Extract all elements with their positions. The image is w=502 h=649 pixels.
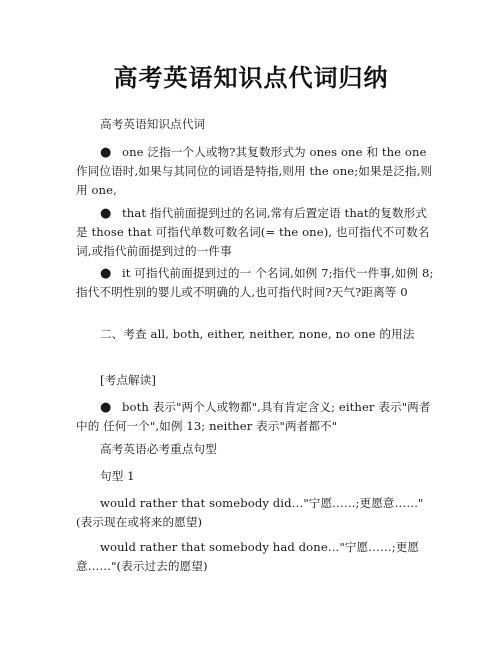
paragraph-bullet-that — [76, 204, 436, 261]
document-title: 高考英语知识点代词归纳 — [113, 64, 389, 92]
paragraph-sentence-patterns — [76, 440, 436, 459]
bullet-icon: ● — [100, 266, 112, 281]
paragraph-text: would rather that somebody had done…"宁愿……;更愿意……"(表示过去的愿望) — [76, 540, 420, 573]
paragraph-bullet-one — [76, 143, 436, 200]
bullet-icon: ● — [100, 400, 112, 415]
paragraph-section-two — [76, 325, 436, 344]
paragraph-key-points — [76, 371, 436, 390]
paragraph-text: 二、考查 all, both, either, neither, none, no one 的用法 — [100, 327, 415, 341]
paragraph-text: both 表示"两个人或物都",具有肯定含义; either 表示"两者中的 任何一个",如例 13; neither 表示"两者都不" — [76, 400, 431, 433]
paragraph-text: one 泛指一个人或物?其复数形式为 ones one 和 the one 作同位语时,如果与其同位的词语是特指,则用 the one;如果是泛指,则用 one, — [76, 145, 433, 197]
paragraph-text: 高考英语必考重点句型 — [100, 442, 217, 456]
paragraph-would-rather-had-done — [76, 538, 436, 576]
paragraph-intro — [76, 115, 436, 134]
bullet-icon: ● — [100, 206, 112, 221]
paragraph-would-rather-did — [76, 494, 436, 532]
paragraph-text: it 可指代前面提到过的一 个名词,如例 7;指代一件事,如例 8;指代不明性别的婴儿或不明确的人,也可指代时间?天气?距离等 0 — [76, 266, 434, 299]
paragraph-text: 句型 1 — [100, 469, 135, 483]
paragraph-text: 高考英语知识点代词 — [100, 117, 206, 131]
paragraph-pattern-one — [76, 467, 436, 486]
bullet-icon: ● — [100, 145, 112, 160]
paragraph-text: that 指代前面提到过的名词,常有后置定语 that的复数形式是 those that 可指代单数可数名词(= the one), 也可指代不可数名词,或指代前面提到过的一件事 — [76, 206, 430, 258]
paragraph-bullet-both — [76, 398, 436, 436]
paragraph-text: [考点解读] — [100, 373, 157, 387]
paragraph-text: would rather that somebody did…"宁愿……;更愿意……"(表示现在或将来的愿望) — [76, 496, 424, 529]
paragraph-bullet-it — [76, 264, 436, 302]
